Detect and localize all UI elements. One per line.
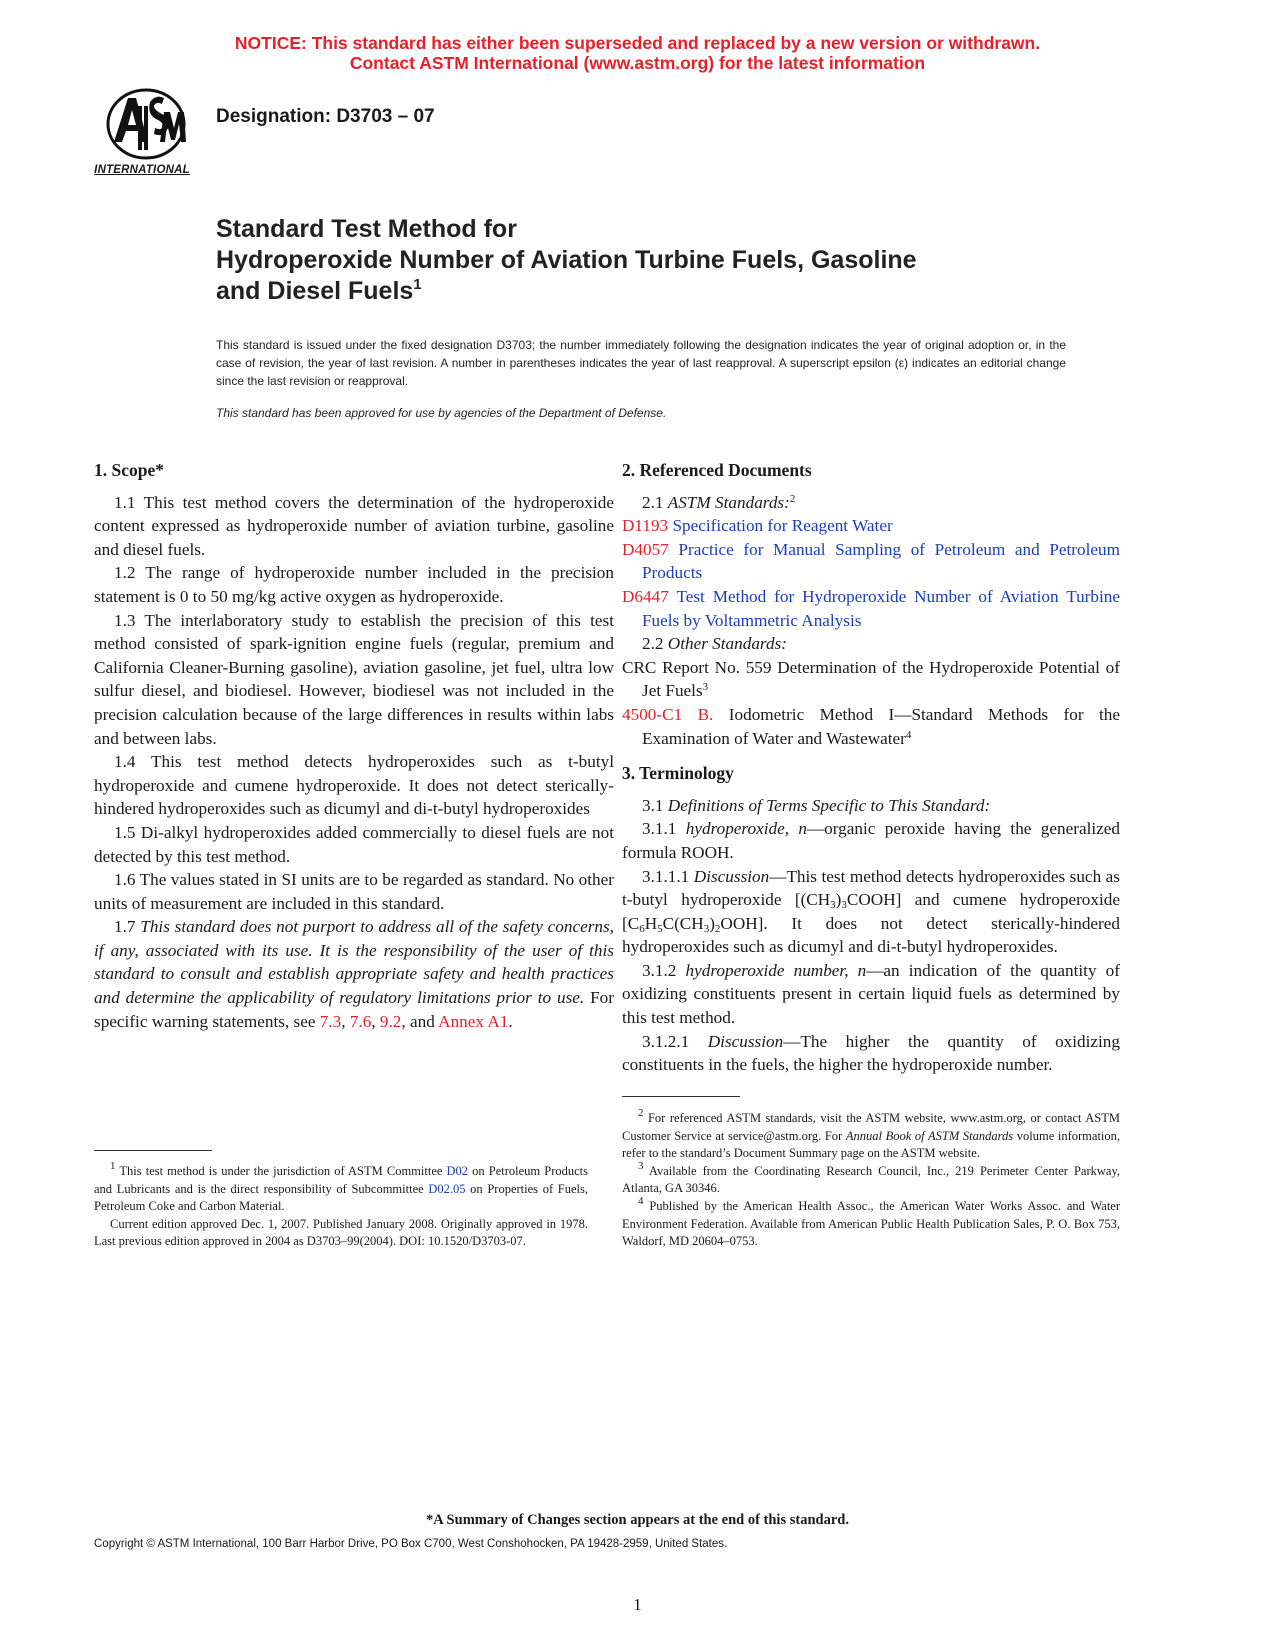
ref-d1193[interactable] xyxy=(622,514,1120,538)
footnote-3 xyxy=(622,1159,1121,1198)
referenced-heading: 2. Referenced Documents xyxy=(622,460,812,480)
footnote-divider-right xyxy=(622,1096,740,1097)
astm-standards-subheading xyxy=(622,491,1120,515)
footnote-mark: 3 xyxy=(638,1159,644,1172)
scope-1-7 xyxy=(94,915,614,1033)
link-section-9-2[interactable]: 9.2 xyxy=(379,1011,402,1031)
ref-4500-c1 xyxy=(622,703,1120,750)
section-number: 2.2 xyxy=(642,634,664,654)
link-section-7-6[interactable]: 7.6 xyxy=(349,1011,372,1031)
scope-1-1: 1.1 This test method covers the determination of the hydroperoxide content expressed as hydroperoxide number of aviation turbine, gasoline and diesel fuels. xyxy=(94,492,614,559)
right-column xyxy=(622,459,1120,1077)
term-3-1-2-1 xyxy=(622,1030,1120,1077)
footnote-4 xyxy=(622,1194,1121,1251)
discussion-label: Discussion xyxy=(707,1031,784,1051)
discussion-label: Discussion xyxy=(693,866,770,886)
crc-report-text: CRC Report No. 559 Determination of the Hydroperoxide Potential of Jet Fuels xyxy=(622,657,1120,701)
astm-standards-label: ASTM Standards: xyxy=(667,492,790,512)
link-section-7-3[interactable]: 7.3 xyxy=(319,1011,342,1031)
discussion-part-a: —This test method detects hydroperoxides such as t-butyl hydroperoxide [(CH xyxy=(622,866,1120,910)
separator: , and xyxy=(401,1011,435,1031)
term-3-1 xyxy=(622,794,1120,818)
dod-approval-note: This standard has been approved for use by agencies of the Department of Defense. xyxy=(216,406,667,420)
footnote-1-text xyxy=(94,1160,589,1216)
warning-tail: For specific warning statements, see xyxy=(94,988,615,1031)
footnote-mark: 3 xyxy=(702,681,709,694)
footnote-mark: 2 xyxy=(789,492,796,505)
scope-1-6: 1.6 The values stated in SI units are to be regarded as standard. No other units of measurement are included in this standard. xyxy=(94,870,614,913)
definitions-label: Definitions of Terms Specific to This Standard: xyxy=(667,795,991,815)
term-3-1-1-1: 3.1.1.1 Discussion—This test method detects hydroperoxides such as t-butyl hydroperoxide $[(CH_3)_3COOH]$ and cumene hydroperoxide $[C_6H_5C(CH_3)_2OOH]$. It does not detect sterically-hindered hydroperoxides such as dicumyl and di-t-butyl hydroperoxides. xyxy=(622,866,1120,957)
footnote-2-italic: Annual Book of ASTM Standards xyxy=(845,1128,1014,1143)
ref-code[interactable]: D1193 xyxy=(622,516,669,536)
ref-title: Iodometric Method I—Standard Methods for the Examination of Water and Wastewater xyxy=(642,704,1121,748)
term-3-1-2 xyxy=(622,959,1120,1030)
scope-1-2: 1.2 The range of hydroperoxide number included in the precision statement is 0 to 50 mg/kg active oxygen as hydroperoxide. xyxy=(94,563,614,606)
ref-code[interactable]: D4057 xyxy=(622,539,669,559)
document-title xyxy=(216,214,917,307)
footnote-mark: 2 xyxy=(638,1107,644,1119)
ref-title[interactable]: Specification for Reagent Water xyxy=(672,516,893,536)
footnote-1-part-b: on Petroleum Products and Lubricants and is the direct responsibility of Subcommittee xyxy=(94,1164,589,1196)
term-definition: —an indication of the quantity of oxidizing constituents present in certain liquid fuels as determined by this test method. xyxy=(622,960,1121,1028)
designation: Designation: D3703 – 07 xyxy=(216,106,435,127)
scope-1-5: 1.5 Di-alkyl hydroperoxides added commercially to diesel fuels are not detected by this test method. xyxy=(94,822,614,866)
title-footnote-mark: 1 xyxy=(413,276,422,293)
footnote-1-mark: 1 xyxy=(110,1160,116,1172)
term-3-1-1 xyxy=(622,817,1120,864)
notice-line-2: Contact ASTM International (www.astm.org) for the latest information xyxy=(349,53,926,73)
separator: , xyxy=(341,1011,346,1031)
left-column xyxy=(94,459,614,1033)
term-name: hydroperoxide number, n xyxy=(685,960,867,980)
term-definition: —organic peroxide having the generalized formula ROOH. xyxy=(622,819,1120,862)
section-number: 3.1.2 xyxy=(642,960,677,980)
scope-1-4: 1.4 This test method detects hydroperoxides such as t-butyl hydroperoxide and cumene hydroperoxide. It does not detect sterically-hindered hydroperoxides such as dicumyl and di-t-butyl hydroperoxides xyxy=(94,752,614,819)
link-annex-a1[interactable]: Annex A1 xyxy=(438,1011,509,1031)
safety-caveat: This standard does not purport to address all of the safety concerns, if any, associated with its use. It is the responsibility of the user of this standard to consult and establish appropriate safety and health practices and determine the applicability of regulatory limitations prior to use. xyxy=(94,917,615,1008)
link-subcommittee-d02-05[interactable]: D02.05 xyxy=(428,1181,466,1196)
link-committee-d02[interactable]: D02 xyxy=(446,1164,469,1178)
footnotes-right xyxy=(622,1107,1121,1251)
title-line-1: Standard Test Method for xyxy=(216,215,517,243)
scope-heading: 1. Scope* xyxy=(94,460,164,480)
footnote-3-text: Available from the Coordinating Research Council, Inc., 219 Perimeter Center Parkway, Atlanta, GA 30346. xyxy=(622,1163,1121,1196)
summary-of-changes-note: *A Summary of Changes section appears at the end of this standard. xyxy=(426,1512,849,1528)
section-number: 3.1.1 xyxy=(642,819,677,839)
logo-text: INTERNATIONAL xyxy=(94,164,190,176)
copyright: Copyright © ASTM International, 100 Barr Harbor Drive, PO Box C700, West Conshohocken, PA 19428-2959, United States. xyxy=(94,1538,728,1550)
astm-logo xyxy=(92,84,200,180)
ref-crc-report xyxy=(622,656,1120,703)
page-number: 1 xyxy=(633,1595,642,1614)
terminology-heading: 3. Terminology xyxy=(622,763,734,784)
title-line-3: and Diesel Fuels xyxy=(216,277,414,305)
footnote-mark: 4 xyxy=(905,728,912,741)
section-number: 2.1 xyxy=(642,492,664,512)
discussion-part-b: COOH] and cumene hydroperoxide [C xyxy=(622,890,1120,933)
term-name: hydroperoxide, n xyxy=(685,819,807,839)
footnote-1 xyxy=(94,1160,589,1251)
scope-1-3: 1.3 The interlaboratory study to establish the precision of this test method consisted of spark-ignition engine fuels (regular, premium and California Cleaner-Burning gasoline), aviation gasoline, jet fuel, ultra low sulfur diesel, and biodiesel. However, biodiesel was not included in the precision calculation because of the large differences in results within labs and between labs. xyxy=(94,610,614,748)
footnote-1-part-c: on Properties of Fuels, Petroleum Coke and Carbon Material. xyxy=(94,1181,588,1214)
title-line-2: Hydroperoxide Number of Aviation Turbine Fuels, Gasoline xyxy=(216,246,917,274)
footnote-2 xyxy=(622,1107,1121,1163)
notice-line-1: NOTICE: This standard has either been superseded and replaced by a new version or withdrawn. xyxy=(234,33,1041,53)
ref-title[interactable]: Test Method for Hydroperoxide Number of Aviation Turbine Fuels by Voltammetric Analysis xyxy=(642,586,1120,630)
footnote-divider-left xyxy=(94,1150,212,1151)
scope-1-7-number: 1.7 xyxy=(114,917,136,937)
section-number: 3.1 xyxy=(642,795,664,815)
footnote-1-edition: Current edition approved Dec. 1, 2007. Published January 2008. Originally approved in 1978. Last previous edition approved in 2004 as D3703–99(2004). DOI: 10.1520/D3703-07. xyxy=(94,1216,588,1249)
other-standards-label: Other Standards: xyxy=(667,634,787,654)
ref-code[interactable]: 4500-C1 B. xyxy=(622,704,714,724)
ref-d4057[interactable] xyxy=(622,538,1120,585)
section-number: 3.1.2.1 xyxy=(642,1031,690,1051)
issue-note: This standard is issued under the fixed designation D3703; the number immediately following the designation indicates the year of original adoption or, in the case of revision, the year of last revision. A number in parentheses indicates the year of last reapproval. A superscript epsilon (ε) indicates an editorial change since the last revision or reapproval. xyxy=(216,338,1066,388)
discussion-text: —The higher the quantity of oxidizing constituents in the fuels, the higher the hydroperoxide number. xyxy=(622,1031,1120,1075)
footnote-4-text: Published by the American Health Assoc., the American Water Works Assoc. and Water Environment Federation. Available from American Public Health Publication Sales, P. O. Box 753, Waldorf, MD 20604–0753. xyxy=(622,1198,1121,1249)
footnote-2-part-b: volume information, refer to the standard’s Document Summary page on the ASTM website. xyxy=(622,1128,1121,1161)
separator: . xyxy=(508,1011,513,1031)
separator: , xyxy=(371,1011,376,1031)
discussion-part-c: OOH]. It does not detect sterically-hindered hydroperoxides such as dicumyl and di-t-butyl hydroperoxides. xyxy=(622,913,1120,957)
ref-code[interactable]: D6447 xyxy=(622,586,669,606)
footnote-mark: 4 xyxy=(638,1194,644,1207)
ref-title[interactable]: Practice for Manual Sampling of Petroleum and Petroleum Products xyxy=(642,539,1120,583)
withdrawn-notice xyxy=(0,33,1275,73)
section-number: 3.1.1.1 xyxy=(642,866,690,886)
footnote-2-part-a: For referenced ASTM standards, visit the ASTM website, www.astm.org, or contact ASTM Customer Service at service@astm.org. For xyxy=(622,1111,1121,1143)
footnote-1-part-a: This test method is under the jurisdiction of ASTM Committee xyxy=(119,1164,443,1178)
other-standards-subheading xyxy=(622,632,1120,656)
ref-d6447[interactable] xyxy=(622,585,1120,632)
